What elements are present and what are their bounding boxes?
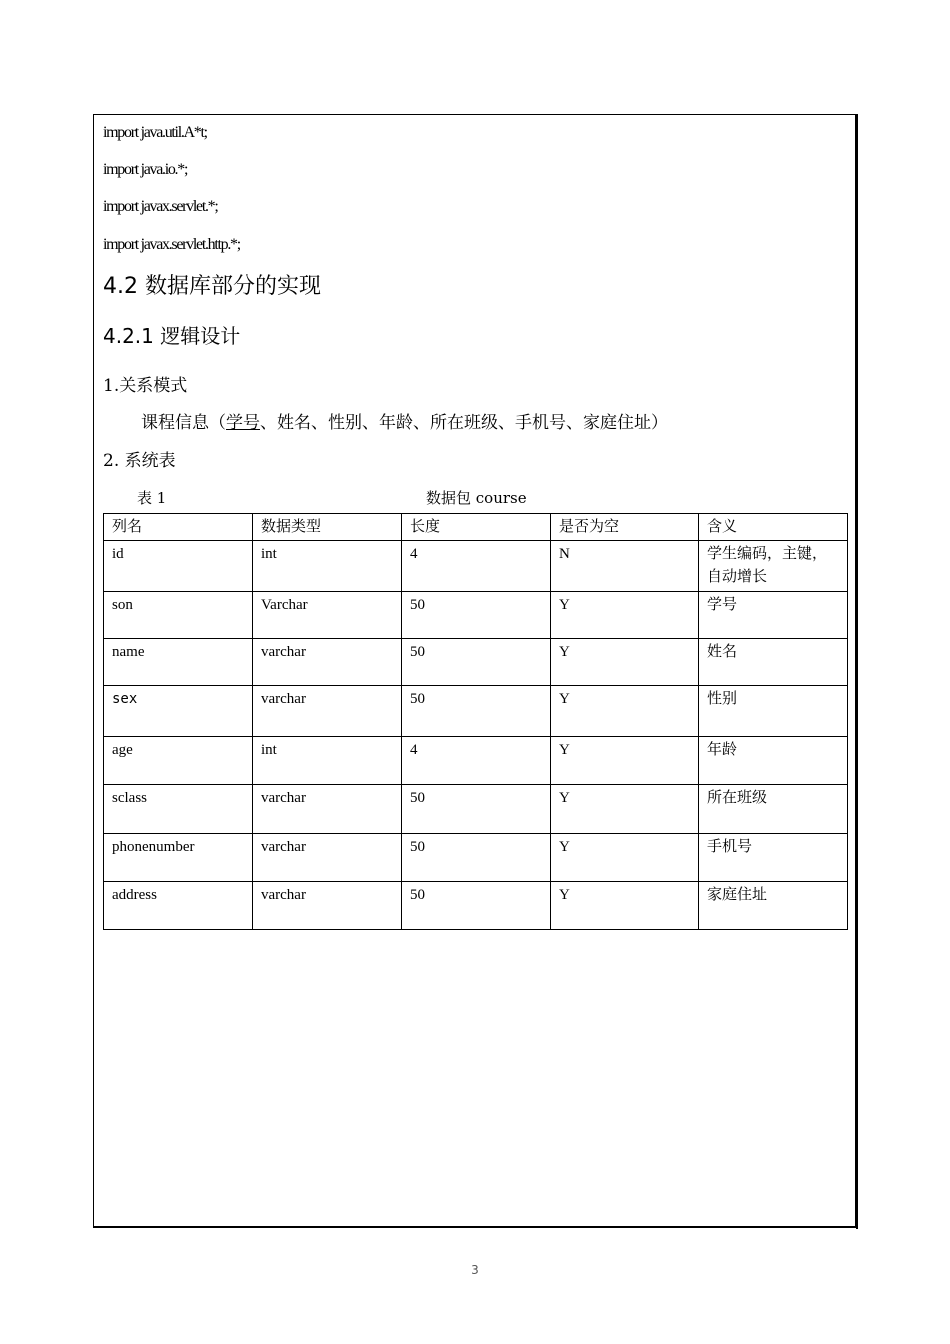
table-cell: 年龄 bbox=[699, 737, 848, 785]
table-cell: varchar bbox=[253, 882, 402, 930]
table-cell: sex bbox=[104, 686, 253, 737]
frame-shadow-right bbox=[856, 114, 858, 1229]
table-cell: Y bbox=[551, 639, 699, 686]
table-cell: 50 bbox=[402, 686, 551, 737]
header-cell: 列名 bbox=[104, 514, 253, 541]
table-title: 数据包 course bbox=[426, 489, 527, 507]
course-table bbox=[103, 513, 848, 930]
table-cell: varchar bbox=[253, 639, 402, 686]
relation-name: 课程信息（ bbox=[141, 413, 226, 433]
table-cell: Y bbox=[551, 834, 699, 882]
table-cell: name bbox=[104, 639, 253, 686]
table-cell: id bbox=[104, 541, 253, 592]
table-cell: Y bbox=[551, 882, 699, 930]
section-heading: 4.2 数据库部分的实现 bbox=[103, 274, 321, 299]
table-cell: son bbox=[104, 592, 253, 639]
table-cell: 性别 bbox=[699, 686, 848, 737]
table-cell: Y bbox=[551, 785, 699, 834]
code-line-2: import java.io.*; bbox=[103, 161, 188, 178]
table-cell: varchar bbox=[253, 785, 402, 834]
table-cell: 4 bbox=[402, 737, 551, 785]
table-row bbox=[104, 592, 848, 639]
table-cell: sclass bbox=[104, 785, 253, 834]
header-cell: 长度 bbox=[402, 514, 551, 541]
table-cell: 50 bbox=[402, 592, 551, 639]
header-cell: 数据类型 bbox=[253, 514, 402, 541]
table-cell: 50 bbox=[402, 882, 551, 930]
table-cell: N bbox=[551, 541, 699, 592]
table-cell: 4 bbox=[402, 541, 551, 592]
code-line-3: import javax.servlet.*; bbox=[103, 198, 218, 215]
relation-key: 学号 bbox=[226, 413, 260, 433]
page-number: 3 bbox=[471, 1263, 479, 1277]
table-cell: 姓名 bbox=[699, 639, 848, 686]
table-cell: Y bbox=[551, 737, 699, 785]
frame-shadow-bottom bbox=[93, 1227, 858, 1228]
relation-schema bbox=[141, 408, 668, 433]
table-cell: varchar bbox=[253, 686, 402, 737]
table-header-row bbox=[104, 514, 848, 541]
table-cell: address bbox=[104, 882, 253, 930]
code-line-1: import java.util.A*t; bbox=[103, 124, 207, 141]
table-cell: 50 bbox=[402, 639, 551, 686]
table-number: 表 1 bbox=[137, 489, 167, 507]
table-row bbox=[104, 686, 848, 737]
relation-attributes: 、姓名、性别、年龄、所在班级、手机号、家庭住址） bbox=[260, 413, 668, 433]
table-cell: int bbox=[253, 541, 402, 592]
table-cell: age bbox=[104, 737, 253, 785]
table-cell: 所在班级 bbox=[699, 785, 848, 834]
table-cell: 手机号 bbox=[699, 834, 848, 882]
table-cell: Varchar bbox=[253, 592, 402, 639]
header-cell: 含义 bbox=[699, 514, 848, 541]
table-cell: 50 bbox=[402, 785, 551, 834]
table-cell: int bbox=[253, 737, 402, 785]
code-line-4: import javax.servlet.http.*; bbox=[103, 236, 240, 253]
item-2-label: 2. 系统表 bbox=[103, 451, 176, 471]
table-cell: Y bbox=[551, 686, 699, 737]
table-cell: phonenumber bbox=[104, 834, 253, 882]
item-1-label: 1.关系模式 bbox=[103, 376, 188, 396]
table-cell: 家庭住址 bbox=[699, 882, 848, 930]
table-row bbox=[104, 785, 848, 834]
table-cell: 学生编码，主键，自动增长 bbox=[699, 541, 848, 592]
header-cell: 是否为空 bbox=[551, 514, 699, 541]
table-row bbox=[104, 882, 848, 930]
table-row bbox=[104, 737, 848, 785]
subsection-heading: 4.2.1 逻辑设计 bbox=[103, 324, 241, 348]
table-cell: 50 bbox=[402, 834, 551, 882]
table-cell: 学号 bbox=[699, 592, 848, 639]
table-row bbox=[104, 834, 848, 882]
table-row bbox=[104, 541, 848, 592]
table-cell: Y bbox=[551, 592, 699, 639]
table-cell: varchar bbox=[253, 834, 402, 882]
table-row bbox=[104, 639, 848, 686]
